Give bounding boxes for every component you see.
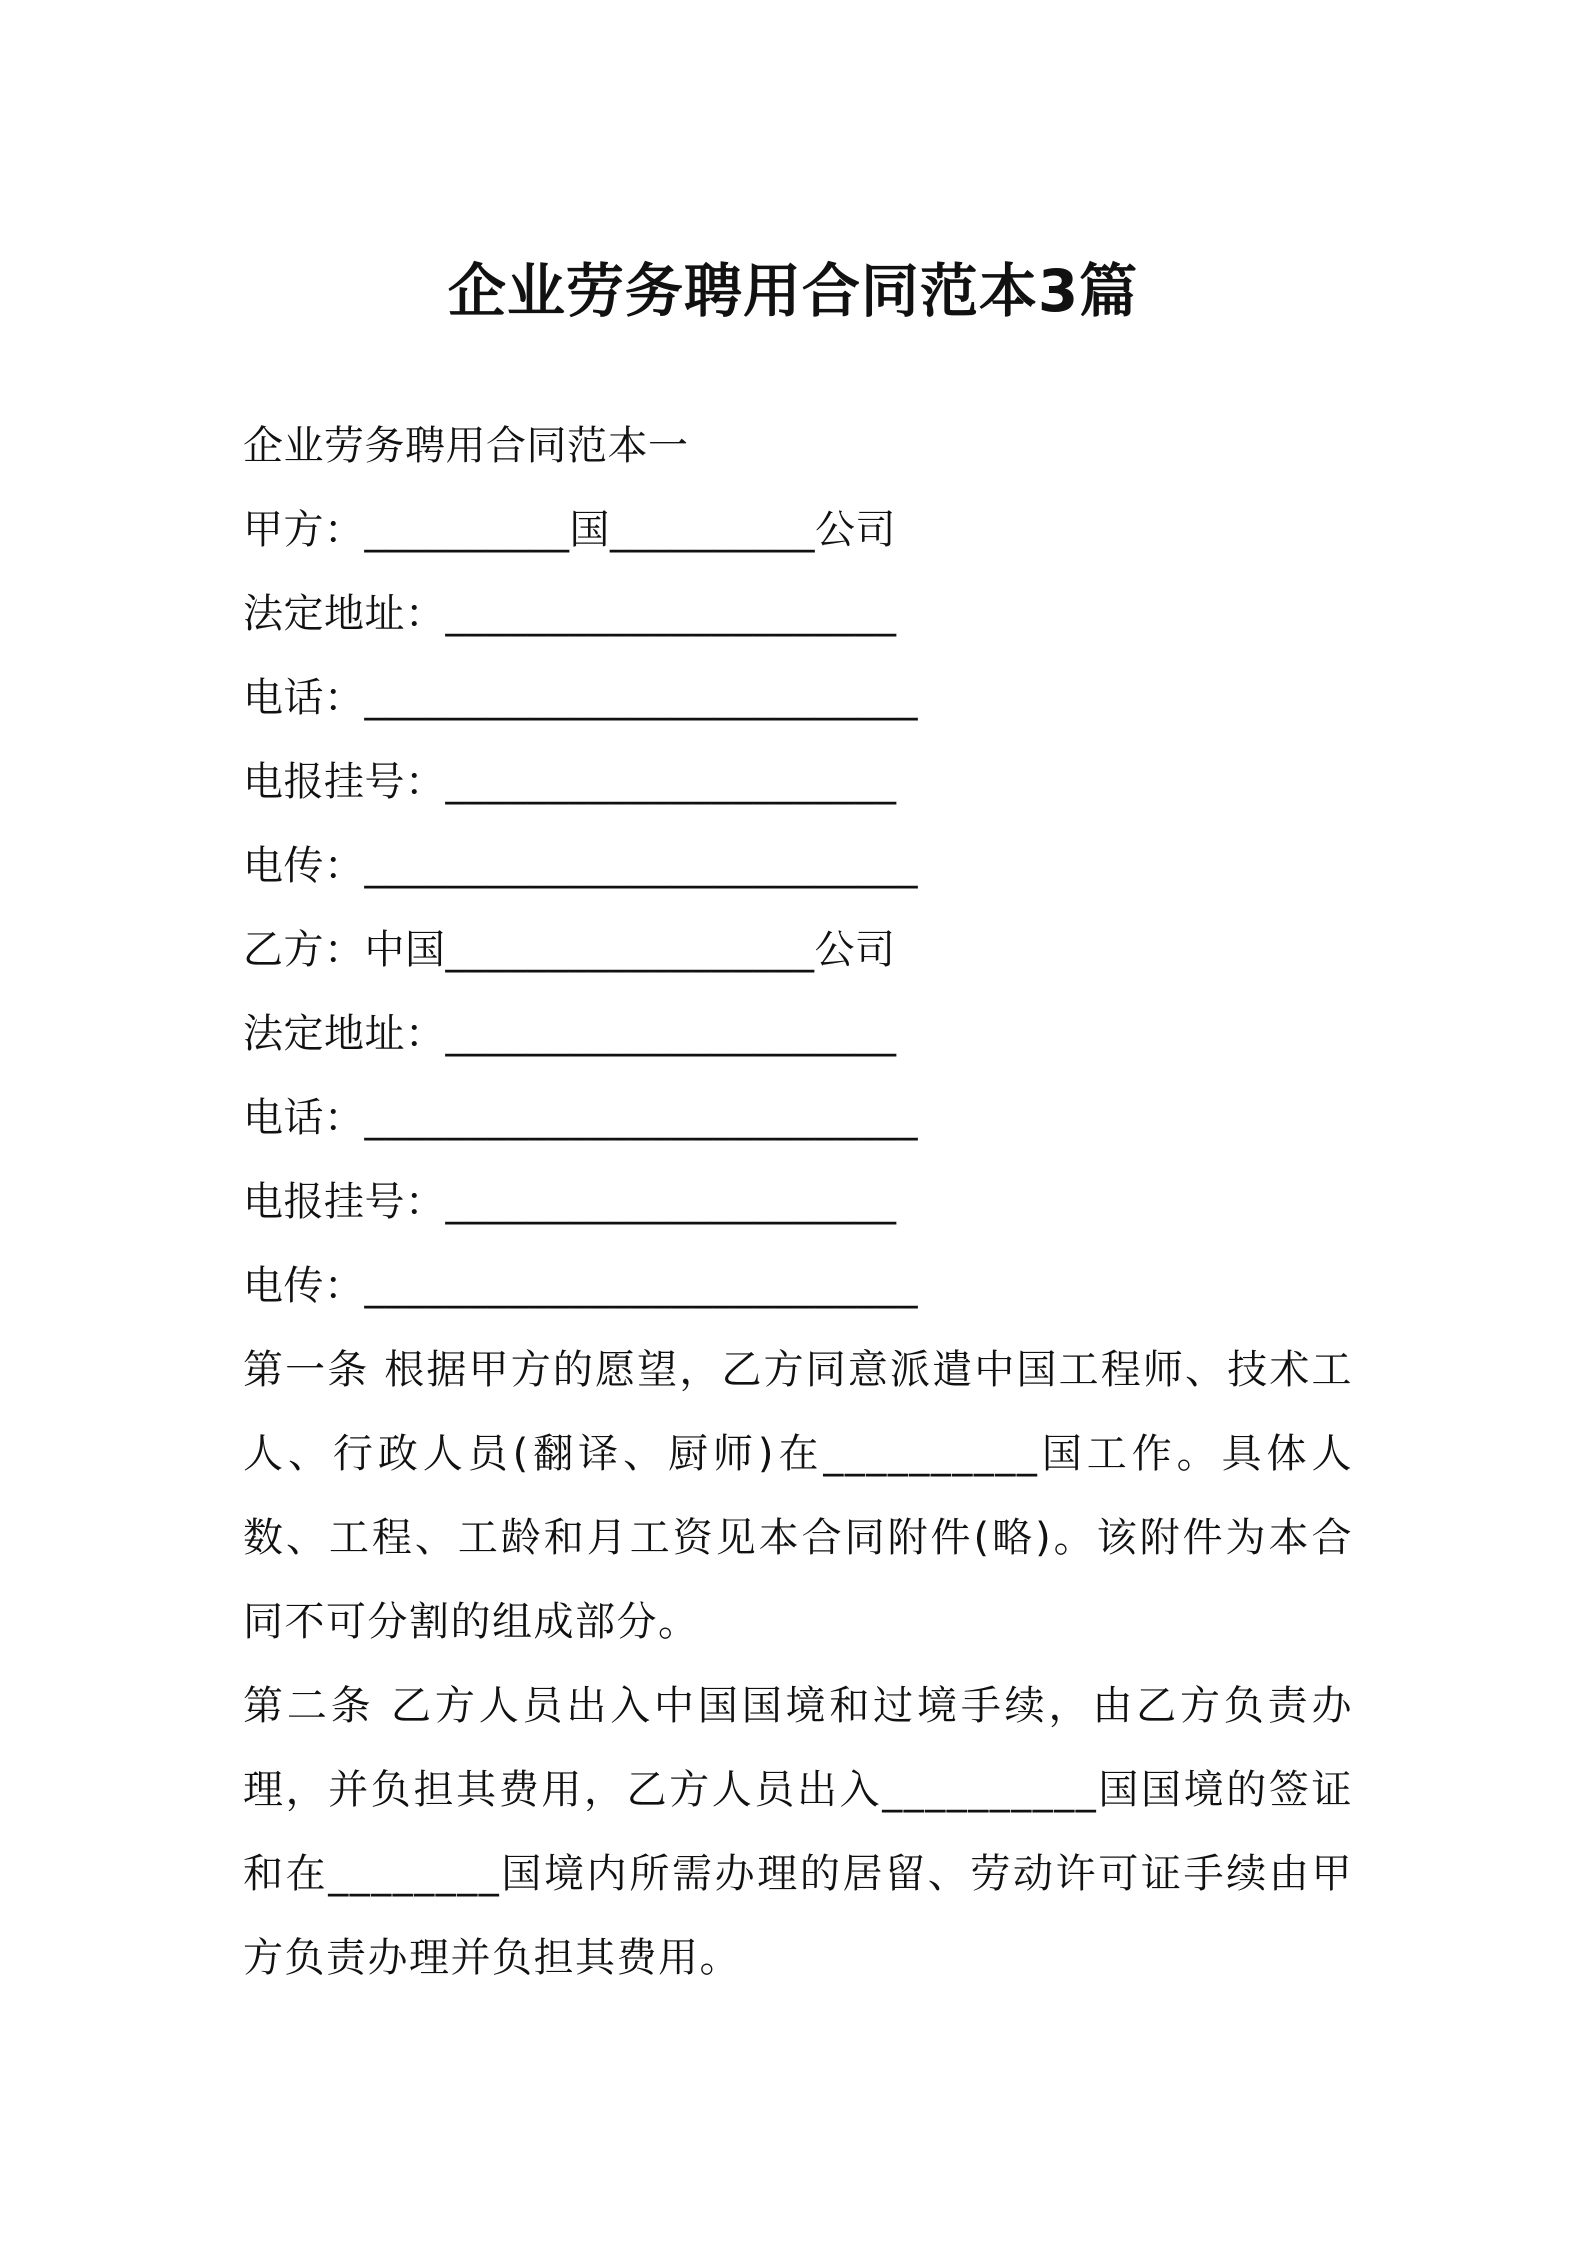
party-b-block (243, 908, 1353, 1328)
party-b-fax-line: 电传：___________________________ (243, 1263, 918, 1309)
party-b-address-line: 法定地址：______________________ (243, 1011, 897, 1057)
party-b-telegraph-line: 电报挂号：______________________ (243, 1179, 897, 1225)
document-body (243, 404, 1353, 2000)
article-1: 第一条 根据甲方的愿望，乙方同意派遣中国工程师、技术工人、行政人员(翻译、厨师)在__________国工作。具体人数、工程、工龄和月工资见本合同附件(略)。该附件为本合同不可分割的组成部分。 (243, 1347, 1353, 1645)
party-b-phone-line: 电话：___________________________ (243, 1095, 918, 1141)
party-a-address-line: 法定地址：______________________ (243, 591, 897, 637)
article-2: 第二条 乙方人员出入中国国境和过境手续，由乙方负责办理，并负担其费用，乙方人员出入__________国国境的签证和在________国境内所需办理的居留、劳动许可证手续由甲方负责办理并负担其费用。 (243, 1683, 1353, 1981)
party-a-phone-line: 电话：___________________________ (243, 675, 918, 721)
party-a-telegraph-line: 电报挂号：______________________ (243, 759, 897, 805)
party-a-block (243, 488, 1353, 908)
document-title: 企业劳务聘用合同范本3篇 (447, 257, 1139, 325)
party-b-name-line: 乙方：中国__________________公司 (243, 927, 896, 973)
party-a-fax-line: 电传：___________________________ (243, 843, 918, 889)
section-heading: 企业劳务聘用合同范本一 (243, 423, 689, 469)
party-a-name-line: 甲方：__________国__________公司 (243, 507, 896, 553)
